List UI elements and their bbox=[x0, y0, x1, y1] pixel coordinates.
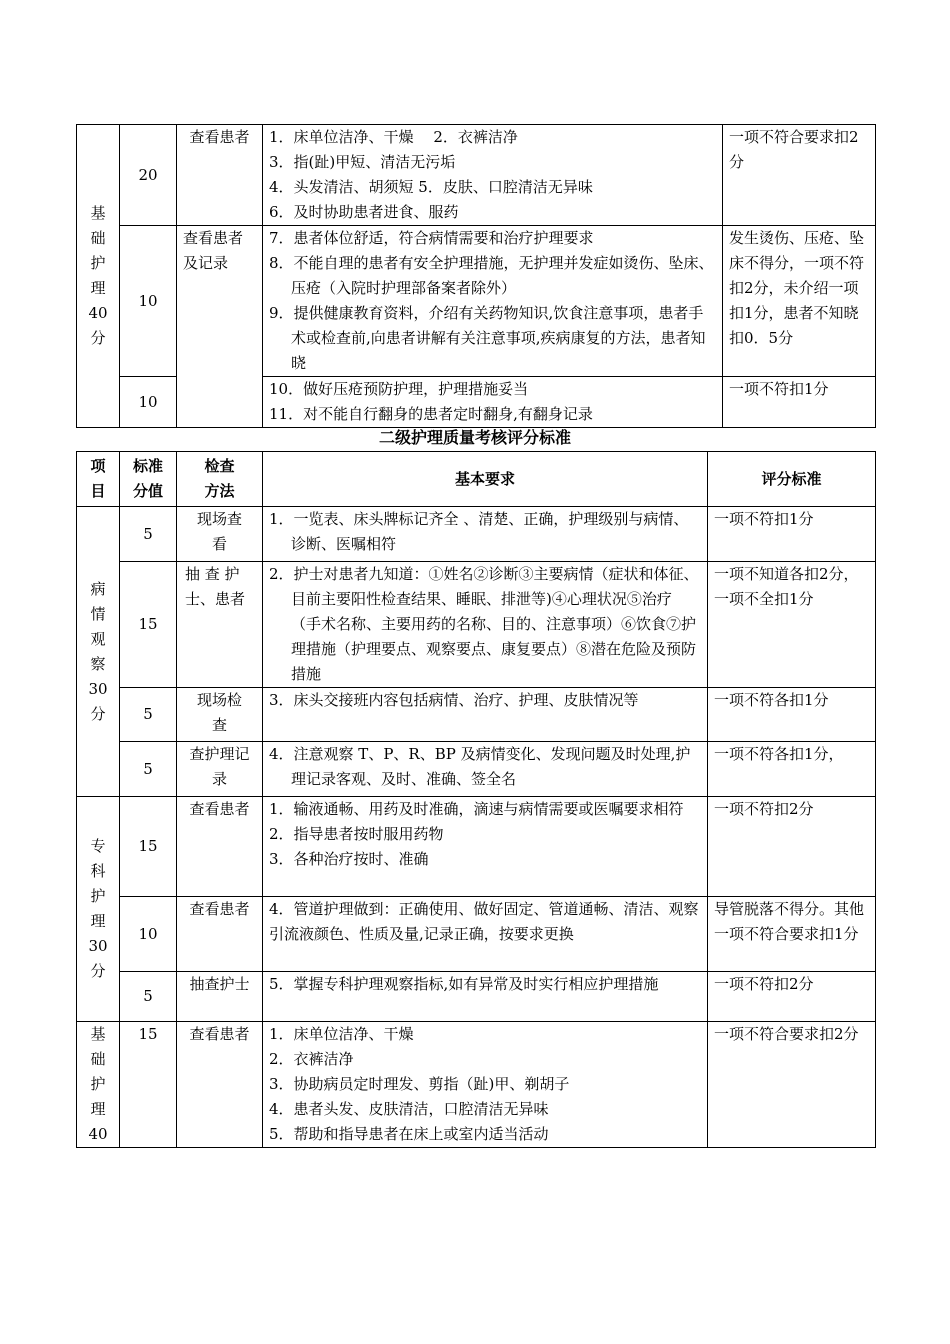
header-requirements: 基本要求 bbox=[263, 452, 708, 507]
criteria-cell: 一项不符扣2分 bbox=[708, 972, 876, 1022]
category-char: 基 bbox=[90, 204, 106, 222]
score-cell: 15 bbox=[120, 1022, 177, 1148]
table-title: 二级护理质量考核评分标准 bbox=[378, 428, 571, 447]
requirements-cell bbox=[263, 226, 723, 377]
table-row bbox=[77, 1022, 876, 1148]
requirement-item: 11．对不能自行翻身的患者定时翻身,有翻身记录 bbox=[269, 405, 593, 423]
criteria-cell: 一项不符各扣1分 bbox=[708, 688, 876, 742]
criteria-cell: 一项不符扣1分 bbox=[708, 507, 876, 562]
score-cell: 5 bbox=[120, 742, 177, 797]
basic-care-table-continued bbox=[76, 124, 876, 428]
score-cell: 15 bbox=[120, 797, 177, 897]
table-row bbox=[77, 972, 876, 1022]
requirements-cell: 1．床单位洁净、干燥 2．衣裤洁净 3．协助病员定时理发、剪指（趾)甲、剃胡子 4．患者头发、皮肤清洁，口腔清洁无异味 5．帮助和指导患者在床上或室内适当活动 bbox=[263, 1022, 708, 1148]
table-row bbox=[77, 797, 876, 897]
score-cell: 10 bbox=[120, 897, 177, 972]
criteria-cell: 一项不符各扣1分， bbox=[708, 742, 876, 797]
header-criteria: 评分标准 bbox=[708, 452, 876, 507]
table-row bbox=[77, 897, 876, 972]
method-cell: 抽查护士 bbox=[177, 972, 263, 1022]
table-row bbox=[77, 742, 876, 797]
requirement-item: 10．做好压疮预防护理，护理措施妥当 bbox=[269, 380, 529, 398]
method-cell: 现场检查 bbox=[177, 688, 263, 742]
criteria-cell: 一项不符扣1分 bbox=[723, 377, 876, 428]
score-cell: 5 bbox=[120, 972, 177, 1022]
requirement-item: 9．提供健康教育资料，介绍有关药物知识,饮食注意事项，患者手术或检查前,向患者讲解有关注意事项,疾病康复的方法，患者知晓 bbox=[269, 304, 706, 372]
method-cell: 查看患者 bbox=[177, 125, 263, 226]
score-cell: 5 bbox=[120, 507, 177, 562]
header-score: 标准 分值 bbox=[120, 452, 177, 507]
category-cell: 病 情 观 察 30 分 bbox=[77, 507, 120, 797]
table-row bbox=[77, 562, 876, 688]
method-cell: 查看患者及记录 bbox=[177, 226, 263, 428]
requirement-item: 7．患者体位舒适，符合病情需要和治疗护理要求 bbox=[269, 229, 594, 247]
method-cell: 查看患者 bbox=[177, 897, 263, 972]
criteria-cell: 一项不符合要求扣2分 bbox=[723, 125, 876, 226]
table-row bbox=[77, 226, 876, 377]
requirements-cell: 4．注意观察 T、P、R、BP 及病情变化、发现问题及时处理,护理记录客观、及时、准确、签全名 bbox=[263, 742, 708, 797]
score-cell: 10 bbox=[120, 377, 177, 428]
criteria-cell: 一项不符扣2分 bbox=[708, 797, 876, 897]
category-char: 础 bbox=[90, 229, 106, 247]
requirement-item: 6．及时协助患者进食、服药 bbox=[269, 203, 459, 221]
category-cell bbox=[77, 125, 120, 428]
requirements-cell: 1．一览表、床头牌标记齐全 、清楚、正确，护理级别与病情、诊断、医嘱相符 bbox=[263, 507, 708, 562]
requirements-cell: 4．管道护理做到：正确使用、做好固定、管道通畅、清洁、观察引流液颜色、性质及量,记录正确，按要求更换 bbox=[263, 897, 708, 972]
criteria-cell: 导管脱落不得分。其他一项不符合要求扣1分 bbox=[708, 897, 876, 972]
requirements-cell bbox=[263, 377, 723, 428]
category-char: 理 bbox=[90, 279, 106, 297]
requirements-cell: 2．护士对患者九知道：①姓名②诊断③主要病情（症状和体征、目前主要阳性检查结果、睡眠、排泄等)④心理状况⑤治疗（手术名称、主要用药的名称、目的、注意事项）⑥饮食⑦护理措施（护理要点、观察要点、康复要点）⑧潜在危险及预防措施 bbox=[263, 562, 708, 688]
criteria-cell: 发生烫伤、压疮、坠床不得分，一项不符扣2分，未介绍一项扣1分，患者不知晓扣0．5分 bbox=[723, 226, 876, 377]
criteria-cell: 一项不符合要求扣2分 bbox=[708, 1022, 876, 1148]
header-method: 检查 方法 bbox=[177, 452, 263, 507]
table-row bbox=[77, 507, 876, 562]
category-char: 分 bbox=[90, 329, 106, 347]
criteria-cell: 一项不知道各扣2分，一项不全扣1分 bbox=[708, 562, 876, 688]
table-row bbox=[77, 125, 876, 226]
requirements-cell: 1．输液通畅、用药及时准确，滴速与病情需要或医嘱要求相符 2．指导患者按时服用药物 3．各种治疗按时、准确 bbox=[263, 797, 708, 897]
score-cell: 10 bbox=[120, 226, 177, 377]
level-two-care-table bbox=[76, 451, 876, 1148]
header-row bbox=[77, 452, 876, 507]
method-cell: 现场查看 bbox=[177, 507, 263, 562]
category-cell: 基 础 护 理 40 bbox=[77, 1022, 120, 1148]
category-char: 40 bbox=[88, 304, 108, 322]
score-cell: 20 bbox=[120, 125, 177, 226]
requirement-item: 1．床单位洁净、干燥 2．衣裤洁净 bbox=[269, 128, 518, 146]
requirement-item: 4．头发清洁、胡须短 5．皮肤、口腔清洁无异味 bbox=[269, 178, 593, 196]
score-cell: 5 bbox=[120, 688, 177, 742]
method-cell: 抽 查 护士、患者 bbox=[177, 562, 263, 688]
table-row bbox=[77, 688, 876, 742]
header-item: 项 目 bbox=[77, 452, 120, 507]
requirement-item: 8．不能自理的患者有安全护理措施，无护理并发症如烫伤、坠床、压疮（入院时护理部备案者除外） bbox=[269, 254, 714, 297]
method-cell: 查看患者 bbox=[177, 797, 263, 897]
score-cell: 15 bbox=[120, 562, 177, 688]
requirement-item: 3．指(趾)甲短、清洁无污垢 bbox=[269, 153, 456, 171]
category-char: 护 bbox=[90, 254, 106, 272]
requirements-cell: 3．床头交接班内容包括病情、治疗、护理、皮肤情况等 bbox=[263, 688, 708, 742]
requirements-cell: 5．掌握专科护理观察指标,如有异常及时实行相应护理措施 bbox=[263, 972, 708, 1022]
requirements-cell bbox=[263, 125, 723, 226]
method-cell: 查看患者 bbox=[177, 1022, 263, 1148]
method-cell: 查护理记录 bbox=[177, 742, 263, 797]
category-cell: 专 科 护 理 30 分 bbox=[77, 797, 120, 1022]
